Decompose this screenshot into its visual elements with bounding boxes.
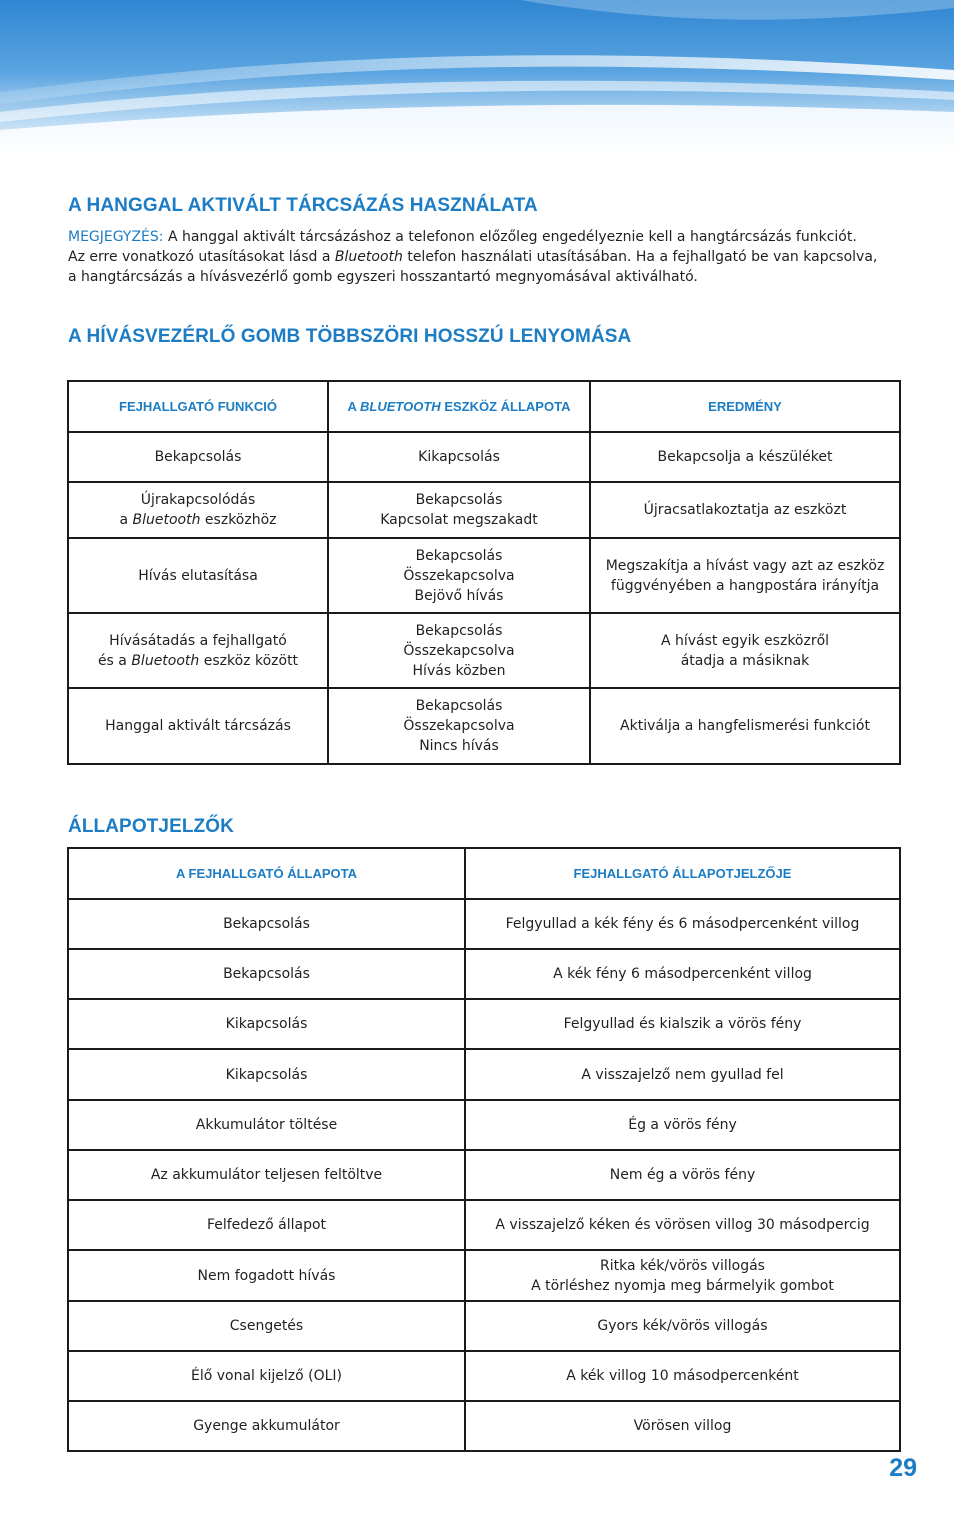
cell-indicator: A kék villog 10 másodpercenként (465, 1351, 900, 1401)
table-row (68, 688, 900, 764)
cell-indicator: Nem ég a vörös fény (465, 1150, 900, 1200)
cell-state: Kikapcsolás (68, 999, 465, 1049)
cell-indicator: Vörösen villog (465, 1401, 900, 1451)
table-row (68, 613, 900, 688)
cell-state: Bekapcsolás Összekapcsolva Nincs hívás (328, 688, 590, 764)
table-row (68, 1150, 900, 1200)
page-number: 29 (889, 1454, 917, 1482)
cell-result: Újracsatlakoztatja az eszközt (590, 482, 900, 538)
table-row (68, 1401, 900, 1451)
cell-state: Akkumulátor töltése (68, 1100, 465, 1150)
cell-state: Bekapcsolás (68, 949, 465, 999)
table-header-row (68, 381, 900, 432)
note-text: a hangtárcsázás a hívásvezérlő gomb egyszeri hosszantartó megnyomásával aktiválható. (68, 269, 698, 285)
cell-state: Nem fogadott hívás (68, 1250, 465, 1301)
cell-state: Az akkumulátor teljesen feltöltve (68, 1150, 465, 1200)
table-row (68, 482, 900, 538)
cell-indicator: Ég a vörös fény (465, 1100, 900, 1150)
section-title-voice-dialing: A HANGGAL AKTIVÁLT TÁRCSÁZÁS HASZNÁLATA (68, 195, 538, 216)
cell-indicator: A visszajelző nem gyullad fel (465, 1049, 900, 1100)
table-row (68, 1049, 900, 1100)
cell-state: Felfedező állapot (68, 1200, 465, 1250)
table-row (68, 1301, 900, 1351)
header-bluetooth-device-state: A BLUETOOTH ESZKÖZ ÁLLAPOTA (328, 381, 590, 432)
table-row (68, 1351, 900, 1401)
note-text: telefon használati utasításában. Ha a fejhallgató be van kapcsolva, (402, 249, 878, 265)
cell-function: Hívás elutasítása (68, 538, 328, 613)
status-indicator-table (67, 847, 901, 1452)
cell-function: Hívásátadás a fejhallgató és a Bluetooth eszköz között (68, 613, 328, 688)
table-row (68, 1100, 900, 1150)
cell-indicator: Felgyullad és kialszik a vörös fény (465, 999, 900, 1049)
cell-state: Gyenge akkumulátor (68, 1401, 465, 1451)
cell-indicator: Felgyullad a kék fény és 6 másodpercenként villog (465, 899, 900, 949)
table-row (68, 1200, 900, 1250)
cell-state: Bekapcsolás (68, 899, 465, 949)
cell-function: Hanggal aktivált tárcsázás (68, 688, 328, 764)
cell-state: Bekapcsolás Összekapcsolva Bejövő hívás (328, 538, 590, 613)
cell-indicator: Ritka kék/vörös villogás A törléshez nyomja meg bármelyik gombot (465, 1250, 900, 1301)
cell-state: Kikapcsolás (328, 432, 590, 482)
header-headset-state: A FEJHALLGATÓ ÁLLAPOTA (68, 848, 465, 899)
note-paragraph (68, 227, 888, 287)
header-headset-indicator: FEJHALLGATÓ ÁLLAPOTJELZŐJE (465, 848, 900, 899)
cell-indicator: A visszajelző kéken és vörösen villog 30 másodpercig (465, 1200, 900, 1250)
note-label: MEGJEGYZÉS: (68, 229, 164, 245)
note-text-italic: Bluetooth (334, 249, 403, 265)
cell-result: A hívást egyik eszközről átadja a másiknak (590, 613, 900, 688)
table-row (68, 1250, 900, 1301)
cell-indicator: A kék fény 6 másodpercenként villog (465, 949, 900, 999)
table-row (68, 949, 900, 999)
cell-state: Csengetés (68, 1301, 465, 1351)
header-wave-banner (0, 0, 954, 160)
cell-result: Bekapcsolja a készüléket (590, 432, 900, 482)
cell-state: Bekapcsolás Kapcsolat megszakadt (328, 482, 590, 538)
cell-result: Aktiválja a hangfelismerési funkciót (590, 688, 900, 764)
cell-state: Élő vonal kijelző (OLI) (68, 1351, 465, 1401)
note-text: A hanggal aktivált tárcsázáshoz a telefonon előzőleg engedélyeznie kell a hangtárcsázás funkciót. (163, 229, 857, 245)
table-row (68, 899, 900, 949)
table-row (68, 999, 900, 1049)
table-header-row (68, 848, 900, 899)
cell-indicator: Gyors kék/vörös villogás (465, 1301, 900, 1351)
table-row (68, 538, 900, 613)
header-headset-function: FEJHALLGATÓ FUNKCIÓ (68, 381, 328, 432)
cell-function: Újrakapcsolódás a Bluetooth eszközhöz (68, 482, 328, 538)
cell-result: Megszakítja a hívást vagy azt az eszköz függvényében a hangpostára irányítja (590, 538, 900, 613)
cell-state: Kikapcsolás (68, 1049, 465, 1100)
cell-state: Bekapcsolás Összekapcsolva Hívás közben (328, 613, 590, 688)
cell-function: Bekapcsolás (68, 432, 328, 482)
header-result: EREDMÉNY (590, 381, 900, 432)
section-title-long-press: A HÍVÁSVEZÉRLŐ GOMB TÖBBSZÖRI HOSSZÚ LENYOMÁSA (68, 326, 632, 347)
section-title-status-indicators: ÁLLAPOTJELZŐK (68, 816, 234, 837)
table-row (68, 432, 900, 482)
note-text: Az erre vonatkozó utasításokat lásd a (68, 249, 335, 265)
long-press-table (67, 380, 901, 765)
